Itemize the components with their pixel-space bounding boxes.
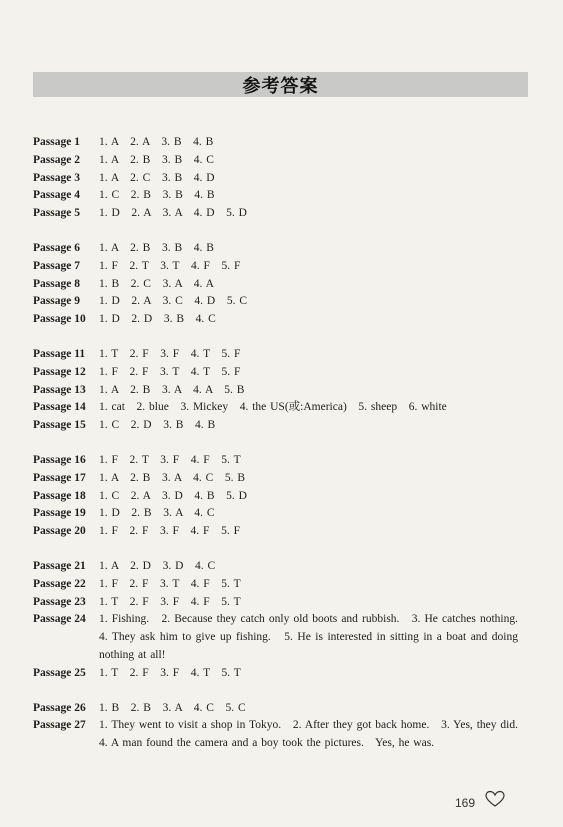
title-bar [33, 72, 528, 97]
passage-row [33, 276, 518, 294]
passage-row [33, 240, 518, 258]
passage-label: Passage 14 [33, 401, 86, 414]
passage-label: Passage 18 [33, 489, 86, 502]
passage-answers: 1. A 2. C 3. B 4. D [99, 171, 215, 184]
passage-answers: 1. A 2. B 3. A 4. A 5. B [99, 383, 245, 396]
passage-row [33, 505, 518, 523]
passage-row [33, 576, 518, 594]
passage-answers: 1. T 2. F 3. F 4. T 5. F [99, 347, 241, 360]
answer-list [33, 134, 530, 770]
passage-row [33, 470, 518, 488]
passage-label: Passage 7 [33, 259, 80, 272]
passage-row [33, 187, 518, 205]
passage-label: Passage 13 [33, 383, 86, 396]
passage-row [33, 611, 530, 664]
passage-row [33, 170, 518, 188]
passage-row [33, 205, 518, 223]
passage-row [33, 488, 518, 506]
passage-answers: 1. F 2. T 3. T 4. F 5. F [99, 259, 241, 272]
passage-label: Passage 15 [33, 419, 86, 432]
passage-row [33, 523, 518, 541]
passage-label: Passage 3 [33, 171, 80, 184]
passage-answers: 1. C 2. A 3. D 4. B 5. D [99, 489, 247, 502]
passage-label: Passage 10 [33, 313, 86, 326]
passage-row [33, 594, 518, 612]
page-title: 参考答案 [242, 75, 319, 97]
passage-answers: 1. F 2. F 3. T 4. T 5. F [99, 365, 241, 378]
passage-label: Passage 22 [33, 577, 86, 590]
passage-answers: 1. A 2. A 3. B 4. B [99, 136, 214, 148]
passage-group [33, 452, 518, 541]
passage-row [33, 558, 518, 576]
passage-row [33, 665, 518, 683]
passage-answers: 1. F 2. F 3. F 4. F 5. F [99, 525, 240, 538]
passage-answers: 1. F 2. F 3. T 4. F 5. T [99, 577, 241, 590]
passage-label: Passage 23 [33, 595, 86, 608]
passage-group [33, 240, 518, 329]
passage-label: Passage 12 [33, 365, 86, 378]
passage-label: Passage 20 [33, 525, 86, 538]
passage-label: Passage 6 [33, 241, 80, 254]
passage-row [33, 258, 518, 276]
passage-row [33, 293, 518, 311]
passage-answers: 1. A 2. B 3. B 4. C [99, 153, 214, 166]
passage-answers: 1. A 2. B 3. A 4. C 5. B [99, 471, 246, 484]
passage-group [33, 346, 518, 435]
passage-label: Passage 16 [33, 453, 86, 466]
passage-answers: 1. B 2. C 3. A 4. A [99, 277, 214, 290]
passage-answers: 1. D 2. A 3. C 4. D 5. C [99, 295, 247, 308]
passage-label: Passage 1 [33, 136, 80, 148]
passage-row [33, 417, 518, 435]
passage-answers: 1. B 2. B 3. A 4. C 5. C [99, 701, 246, 714]
passage-answers: 1. A 2. D 3. D 4. C [99, 559, 216, 572]
passage-group [33, 700, 530, 753]
passage-row [33, 346, 518, 364]
passage-answers: 1. cat 2. blue 3. Mickey 4. the US(或:America) 5. sheep 6. white [99, 401, 447, 414]
passage-label: Passage 2 [33, 153, 80, 166]
heart-icon [484, 790, 506, 808]
passage-answers: 1. D 2. D 3. B 4. C [99, 313, 216, 326]
passage-row [33, 452, 518, 470]
passage-answers: 1. T 2. F 3. F 4. T 5. T [99, 666, 241, 679]
passage-row [33, 700, 518, 718]
passage-label: Passage 9 [33, 295, 80, 308]
passage-answers: 1. T 2. F 3. F 4. F 5. T [99, 595, 241, 608]
passage-answers: 1. F 2. T 3. F 4. F 5. T [99, 453, 241, 466]
passage-label: Passage 19 [33, 507, 86, 520]
passage-row [33, 311, 518, 329]
passage-label: Passage 21 [33, 559, 86, 572]
passage-label: Passage 27 [33, 719, 86, 732]
passage-label: Passage 8 [33, 277, 80, 290]
passage-answers: 1. They went to visit a shop in Tokyo. 2. After they got back home. 3. Yes, they did. 4. A man found the camera and a boy took the pictures. Yes, he was. [99, 719, 530, 750]
page-number: 169 [455, 796, 476, 810]
passage-group [33, 558, 530, 683]
passage-label: Passage 17 [33, 471, 86, 484]
passage-answers: 1. D 2. B 3. A 4. C [99, 507, 215, 520]
passage-label: Passage 25 [33, 666, 86, 679]
passage-label: Passage 5 [33, 207, 80, 220]
passage-row [33, 717, 530, 753]
passage-row [33, 364, 518, 382]
passage-answers: 1. C 2. D 3. B 4. B [99, 419, 216, 432]
passage-row [33, 399, 518, 417]
passage-label: Passage 4 [33, 189, 80, 202]
passage-label: Passage 26 [33, 701, 86, 714]
passage-row [33, 152, 518, 170]
passage-answers: 1. A 2. B 3. B 4. B [99, 241, 214, 254]
passage-row [33, 382, 518, 400]
passage-group [33, 134, 518, 223]
passage-answers: 1. D 2. A 3. A 4. D 5. D [99, 207, 247, 220]
passage-answers: 1. C 2. B 3. B 4. B [99, 189, 215, 202]
passage-label: Passage 24 [33, 613, 86, 626]
passage-answers: 1. Fishing. 2. Because they catch only old boots and rubbish. 3. He catches nothing. 4. They ask him to give up fishing. 5. He is interested in sitting in a boat and doing nothing at all! [99, 613, 530, 661]
passage-label: Passage 11 [33, 347, 86, 360]
passage-row [33, 134, 518, 152]
